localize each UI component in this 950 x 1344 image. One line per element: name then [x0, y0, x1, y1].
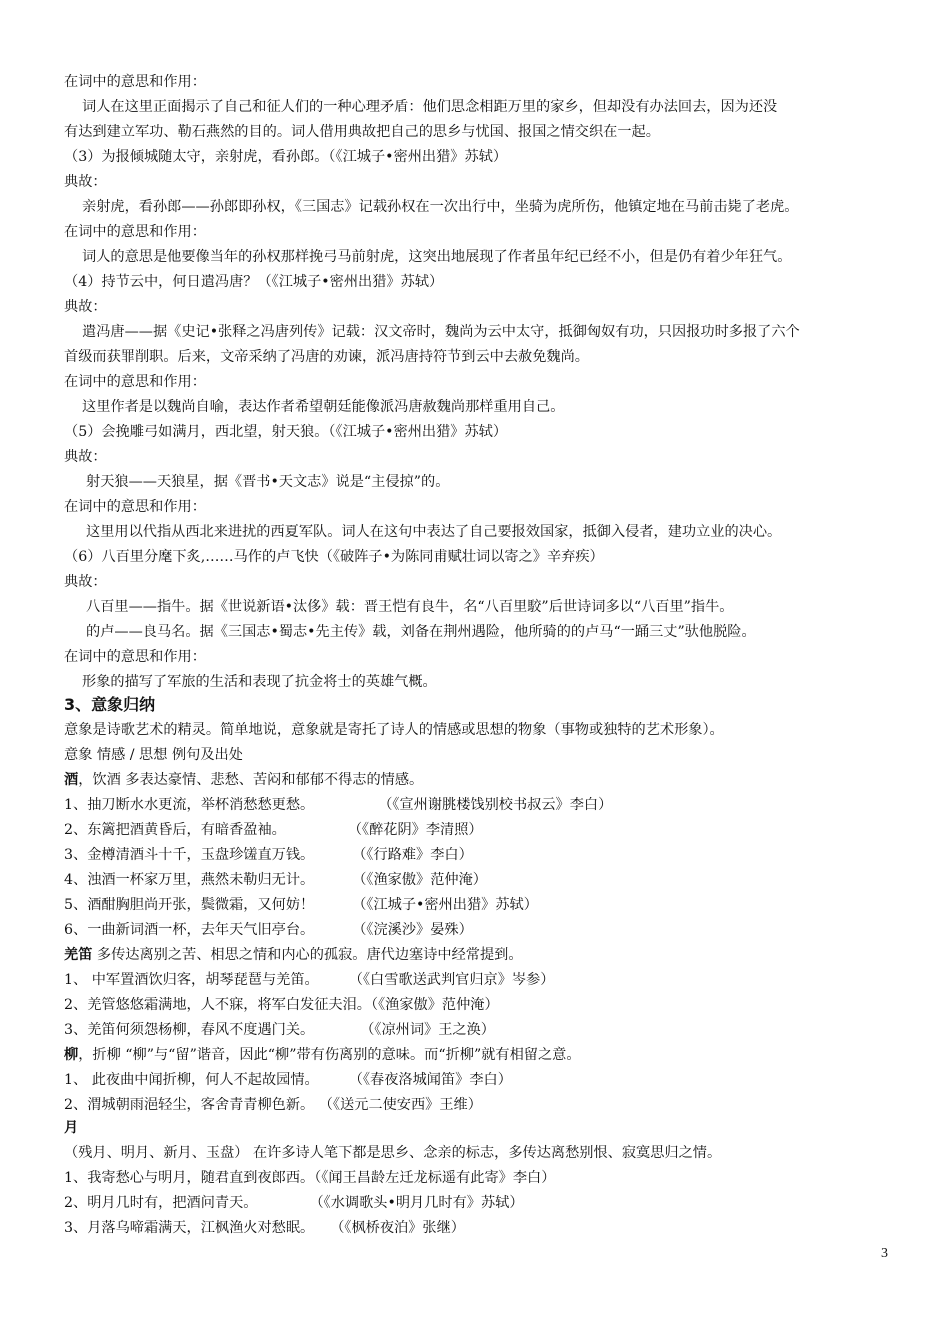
example-source: （《春夜洛城闻笛》李白） [348, 1072, 512, 1088]
meaning-label: 在词中的意思和作用： [64, 374, 206, 390]
imagery-entry [64, 768, 910, 792]
example-line: 2、羌管悠悠霜满地，人不寐，将军白发征夫泪。（《渔家傲》范仲淹） [64, 997, 499, 1013]
paragraph-line: 亲射虎，看孙郎——孙郎即孙权，《三国志》记载孙权在一次出行中，坐骑为虎所伤，他镇定地在马前击毙了老虎。 [82, 199, 799, 215]
example-line [64, 1018, 910, 1042]
example-source: （《醉花阴》李清照） [347, 822, 483, 838]
paragraph-line: 形象的描写了军旅的生活和表现了抗金将士的英雄气概。 [82, 674, 437, 690]
example-line [64, 968, 910, 992]
example-source: （《凉州词》王之涣） [360, 1022, 495, 1038]
example-line [64, 843, 910, 867]
example-line: 2、渭城朝雨浥轻尘，客舍青青柳色新。 （《送元二使安西》王维） [64, 1097, 482, 1113]
paragraph-line: 词人在这里正面揭示了自己和征人们的一种心理矛盾：他们思念相距万里的家乡，但却没有办法回去，因为还没 [82, 99, 778, 115]
example-line [64, 868, 910, 892]
example-verse: 3、月落乌啼霜满天，江枫渔火对愁眠。 [64, 1220, 315, 1236]
table-header-line: 意象 情感 / 思想 例句及出处 [64, 747, 243, 763]
meaning-label: 在词中的意思和作用： [64, 649, 206, 665]
example-line: 1、我寄愁心与明月，随君直到夜郎西。（《闻王昌龄左迁龙标遥有此寄》李白） [64, 1170, 556, 1186]
example-verse: 1、 此夜曲中闻折柳，何人不起故园情。 [64, 1072, 319, 1088]
allusion-label: 典故： [64, 449, 107, 465]
example-verse: 5、酒酣胸胆尚开张，鬓微霜，又何妨！ [64, 897, 315, 913]
imagery-entry [64, 1043, 910, 1067]
example-line [64, 818, 910, 842]
example-line [64, 1216, 910, 1240]
allusion-label: 典故： [64, 299, 107, 315]
meaning-label: 在词中的意思和作用： [64, 74, 206, 90]
example-source: （《行路难》李白） [352, 847, 473, 863]
imagery-entry [64, 943, 910, 967]
example-verse: 2、明月几时有，把酒问青天。 [64, 1195, 258, 1211]
paragraph-line: 意象是诗歌艺术的精灵。简单地说，意象就是寄托了诗人的情感或思想的物象（事物或独特的艺术形象）。 [64, 722, 724, 738]
imagery-keyword: 柳 [64, 1047, 79, 1063]
imagery-keyword: 羌笛 [64, 947, 93, 963]
quote-line: （4）持节云中，何日遣冯唐？（《江城子•密州出猎》苏轼） [64, 274, 444, 290]
example-verse: 1、 中军置酒饮归客，胡琴琵琶与羌笛。 [64, 972, 319, 988]
allusion-label: 典故： [64, 174, 107, 190]
paragraph-line: 首级而获罪削职。后来，文帝采纳了冯唐的劝谏，派冯唐持符节到云中去赦免魏尚。 [64, 349, 589, 365]
imagery-description: ，折柳 “柳”与“留”谐音，因此“柳”带有伤离别的意味。而“折柳”就有相留之意。 [78, 1047, 581, 1063]
quote-line: （6）八百里分麾下炙,……马作的卢飞快（《破阵子•为陈同甫赋壮词以寄之》辛弃疾） [64, 549, 604, 565]
example-verse: 3、羌笛何须怨杨柳，春风不度遇门关。 [64, 1022, 315, 1038]
example-source: （《水调歌头•明月几时有》苏轼） [309, 1195, 524, 1211]
example-verse: 1、抽刀断水水更流，举杯消愁愁更愁。 [64, 797, 315, 813]
paragraph-line: 射天狼——天狼星，据《晋书•天文志》说是“主侵掠”的。 [86, 474, 450, 490]
quote-line: （5）会挽雕弓如满月，西北望，射天狼。（《江城子•密州出猎》苏轼） [64, 424, 508, 440]
meaning-label: 在词中的意思和作用： [64, 224, 206, 240]
example-line [64, 893, 910, 917]
imagery-description: ，饮酒 多表达豪情、悲愁、苦闷和郁郁不得志的情感。 [78, 772, 424, 788]
paragraph-line: 有达到建立军功、勒石燕然的目的。词人借用典故把自己的思乡与忧国、报国之情交织在一起。 [64, 124, 660, 140]
imagery-keyword: 月 [64, 1120, 79, 1136]
example-verse: 2、东篱把酒黄昏后，有暗香盈袖。 [64, 822, 286, 838]
imagery-description: 多传达离别之苦、相思之情和内心的孤寂。唐代边塞诗中经常提到。 [92, 947, 523, 963]
paragraph-line: 的卢——良马名。据《三国志•蜀志•先主传》载，刘备在荆州遇险，他所骑的的卢马“一踊三丈”驮他脱险。 [86, 624, 756, 640]
example-source: （《渔家傲》范仲淹） [352, 872, 487, 888]
paragraph-line: 词人的意思是他要像当年的孙权那样挽弓马前射虎，这突出地展现了作者虽年纪已经不小，但是仍有着少年狂气。 [82, 249, 792, 265]
example-source: （《江城子•密州出猎》苏轼） [352, 897, 538, 913]
example-line [64, 1068, 910, 1092]
example-line [64, 1191, 910, 1215]
example-source: （《白雪歌送武判官归京》岑参） [348, 972, 555, 988]
section-heading: 3、意象归纳 [64, 695, 156, 714]
paragraph-line: 遣冯唐——据《史记•张释之冯唐列传》记载：汉文帝时，魏尚为云中太守，抵御匈奴有功，只因报功时多报了六个 [82, 324, 800, 340]
page-number: 3 [881, 1246, 888, 1261]
example-line [64, 793, 910, 817]
example-source: （《宣州谢朓楼饯别校书叔云》李白） [378, 797, 613, 813]
quote-line: （3）为报倾城随太守，亲射虎，看孙郎。（《江城子•密州出猎》苏轼） [64, 149, 508, 165]
example-verse: 3、金樽清酒斗十千，玉盘珍馐直万钱。 [64, 847, 315, 863]
imagery-description: （残月、明月、新月、玉盘） 在许多诗人笔下都是思乡、念亲的标志，多传达离愁别恨、寂寞思归之情。 [64, 1145, 722, 1161]
paragraph-line: 八百里——指牛。据《世说新语•汰侈》载：晋王恺有良牛，名“八百里駮”后世诗词多以“八百里”指牛。 [86, 599, 734, 615]
paragraph-line: 这里作者是以魏尚自喻，表达作者希望朝廷能像派冯唐赦魏尚那样重用自己。 [82, 399, 565, 415]
example-source: （《浣溪沙》晏殊） [352, 922, 473, 938]
example-verse: 6、一曲新词酒一杯，去年天气旧亭台。 [64, 922, 315, 938]
paragraph-line: 这里用以代指从西北来进扰的西夏军队。词人在这句中表达了自己要报效国家，抵御入侵者，建功立业的决心。 [86, 524, 782, 540]
example-line [64, 918, 910, 942]
example-source: （《枫桥夜泊》张继） [330, 1220, 465, 1236]
example-verse: 4、浊酒一杯家万里，燕然未勒归无计。 [64, 872, 315, 888]
allusion-label: 典故： [64, 574, 107, 590]
imagery-keyword: 酒 [64, 772, 79, 788]
meaning-label: 在词中的意思和作用： [64, 499, 206, 515]
